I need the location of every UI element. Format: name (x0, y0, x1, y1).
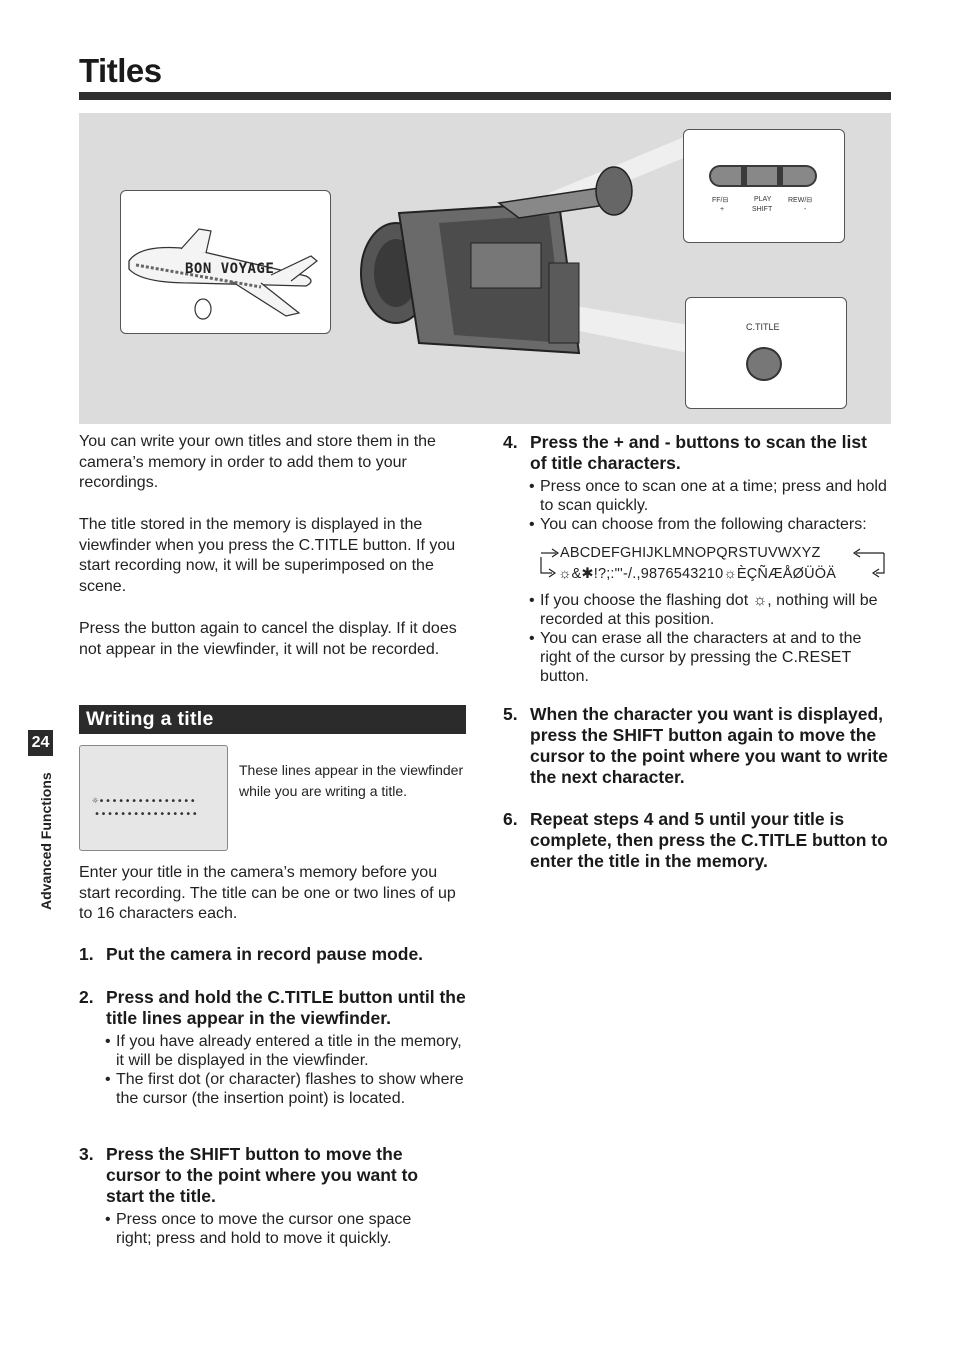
minus-label: - (804, 206, 807, 213)
plus-label: + (720, 206, 725, 213)
step-4 (503, 432, 893, 476)
step-5 (503, 704, 895, 790)
step-number: 5. (503, 704, 518, 724)
character-list (538, 545, 888, 581)
step-text: Put the camera in record pause mode. (106, 944, 424, 964)
list-item: • If you have already entered a title in the memory, it will be displayed in the viewfinder. (105, 1033, 462, 1069)
step-number: 2. (79, 987, 94, 1007)
step-2 (79, 987, 469, 1031)
intro-paragraph-3: Press the button again to cancel the display. If it does not appear in the viewfinder, it will not be recorded. (79, 620, 457, 658)
list-item: • The first dot (or character) flashes to show where the cursor (the insertion point) is located. (105, 1071, 464, 1107)
bon-voyage-text: BON VOYAGE (185, 261, 275, 277)
character-list-line-1: ABCDEFGHIJKLMNOPQRSTUVWXYZ (560, 545, 821, 561)
rew-label: REW/⊟ (788, 197, 813, 204)
viewfinder-caption: These lines appear in the viewfinder while you are writing a title. (239, 762, 464, 799)
intro-paragraph-1: You can write your own titles and store them in the camera’s memory in order to add them to your recordings. (79, 433, 436, 491)
viewfinder-line-2: •••••••••••••••• (94, 809, 199, 820)
step-1 (79, 944, 469, 966)
list-item: • Press once to scan one at a time; press and hold to scan quickly. (529, 478, 887, 514)
list-item: • Press once to move the cursor one space right; press and hold to move it quickly. (105, 1211, 412, 1247)
page-title: Titles (79, 52, 162, 89)
viewfinder-line-1: ☼••••••••••••••• (92, 796, 197, 807)
step-text: Press and hold the C.TITLE button until the title lines appear in the viewfinder. (106, 987, 466, 1028)
control-buttons-inset (683, 129, 845, 243)
ff-button[interactable] (711, 167, 741, 185)
step-6 (503, 809, 895, 873)
section-side-label (38, 760, 58, 910)
step-3 (79, 1144, 469, 1208)
step-text: Press the SHIFT button to move the cursor to the point where you want to start the title. (106, 1144, 419, 1206)
ctitle-label: C.TITLE (746, 322, 780, 332)
page-number-tab: 24 (28, 730, 53, 756)
step-text: When the character you want is displayed, press the SHIFT button again to move the cursor to the point where you want to write the next character. (530, 704, 888, 787)
section-side-label-text: Advanced Functions (38, 772, 54, 910)
step-4-bullets (529, 477, 894, 534)
step-2-bullets (105, 1032, 465, 1108)
step-number: 4. (503, 432, 518, 452)
viewfinder-illustration (79, 745, 228, 851)
step-3-bullets (105, 1210, 450, 1248)
camcorder-illustration (79, 113, 891, 424)
list-item: • If you choose the flashing dot ☼, nothing will be recorded at this position. (529, 592, 878, 628)
step-number: 6. (503, 809, 518, 829)
section-heading-writing-a-title: Writing a title (79, 705, 466, 734)
character-list-line-2: ☼&✱!?;:"'-/.,9876543210☼ÈÇÑÆÅØÜÖÄ (558, 566, 837, 582)
rew-button[interactable] (783, 167, 815, 185)
shift-label: SHIFT (752, 206, 773, 213)
intro-paragraph-2: The title stored in the memory is displayed in the viewfinder when you press the C.TITLE button. If you start recording now, it will be superimposed on the scene. (79, 516, 456, 595)
step-number: 3. (79, 1144, 94, 1164)
step-4-more-bullets (529, 591, 894, 686)
writing-body: Enter your title in the camera’s memory before you start recording. The title can be one or two lines of up to 16 characters each. (79, 864, 456, 922)
ctitle-button-inset (685, 297, 847, 409)
list-item: • You can choose from the following characters: (529, 516, 867, 533)
step-text: Press the + and - buttons to scan the list of title characters. (530, 432, 867, 473)
ff-label: FF/⊟ (712, 197, 729, 204)
title-rule (79, 92, 891, 100)
play-button[interactable] (747, 167, 777, 185)
ctitle-button[interactable] (746, 347, 782, 381)
play-label: PLAY (754, 196, 772, 203)
step-number: 1. (79, 944, 94, 964)
list-item: • You can erase all the characters at and to the right of the cursor by pressing the C.RESET button. (529, 630, 862, 685)
step-text: Repeat steps 4 and 5 until your title is complete, then press the C.TITLE button to enter the title in the memory. (530, 809, 888, 871)
